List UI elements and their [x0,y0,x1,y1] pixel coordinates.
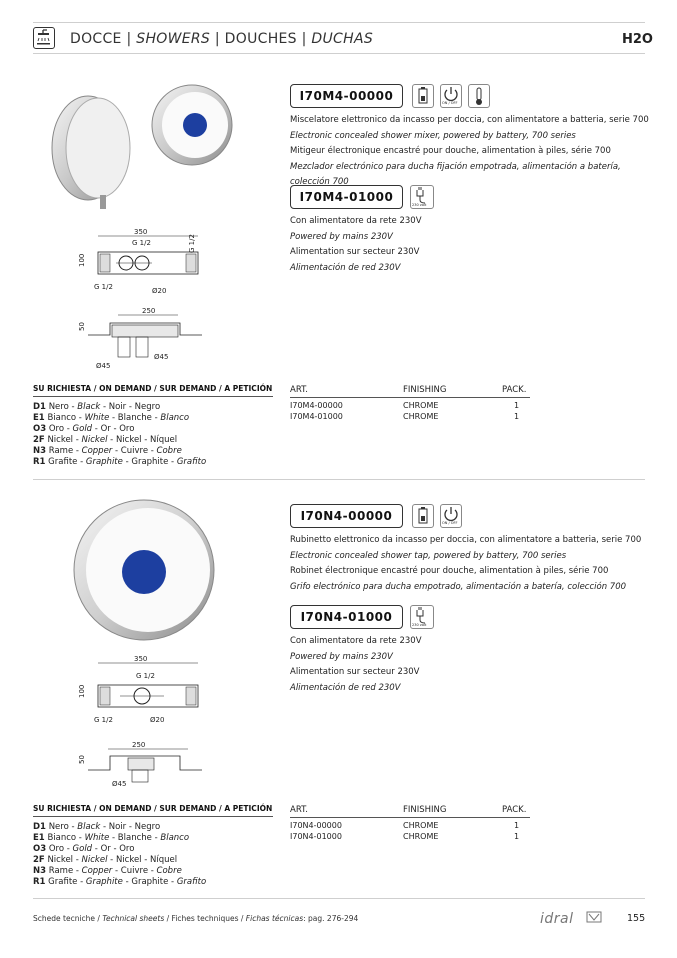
description-section1: Miscelatore elettronico da incasso per doccia, con alimentatore a batteria, serie 700 Electronic concealed shower mixer, powered by battery, 700 series Mitigeur électronique encastré pour douche, alimentation à piles, série 700 Mezclador electrónico para ducha fijación empotrada, alimentación a batería, colección 700 [290,115,649,187]
on-demand-rule-2 [33,816,273,817]
dim-g-top: G 1/2 [132,239,151,247]
finish-item: O3 Oro - Gold - Or - Oro [33,844,135,854]
dim-height-50: 50 [78,322,86,331]
power-button-icon: ON / OFF [440,504,462,528]
dim-g-bottom: G 1/2 [94,716,113,724]
dim-d45-a: Ø45 [96,362,111,370]
finish-item: N3 Rame - Copper - Cuivre - Cobre [33,866,182,876]
footer-divider [33,898,645,899]
product-code-alt-1: I70M4-01000 [290,185,403,209]
footer-sheets-reference: Schede tecniche / Technical sheets / Fiches techniques / Fichas técnicas: pag. 276-294 [33,914,359,923]
table-cell-finishing: CHROME [403,401,439,410]
col-header-pack-1: PACK. [502,385,527,395]
table-cell-pack: 1 [514,821,520,830]
shower-icon [33,27,55,49]
technical-drawing-section1 [70,225,210,375]
finish-item: D1 Nero - Black - Noir - Negro [33,822,161,832]
table-cell-finishing: CHROME [403,412,439,421]
col-header-art-1: ART. [290,385,308,395]
dim-width-350: 350 [134,228,148,236]
col-header-art-2: ART. [290,805,308,815]
product-image-section2 [60,492,240,642]
col-header-pack-2: PACK. [502,805,527,815]
dim-g-side: G 1/2 [188,234,196,253]
thermometer-icon [468,84,490,108]
technical-drawing-section2 [70,652,210,792]
dim-g-bottom: G 1/2 [94,283,113,291]
finish-item: 2F Nickel - Nickel - Nickel - Níquel [33,855,178,865]
page-title: DOCCE | SHOWERS | DOUCHES | DUCHAS [70,31,374,47]
finish-item: 2F Nickel - Nickel - Nickel - Níquel [33,435,178,445]
product-code-main-1: I70M4-00000 [290,84,403,108]
battery-icon [412,84,434,108]
col-header-finishing-1: FINISHING [403,385,447,395]
battery-icon [412,504,434,528]
dim-height-50: 50 [78,755,86,764]
table-cell-pack: 1 [514,412,520,421]
product-code-main-2: I70N4-00000 [290,504,403,528]
on-demand-heading-2: SU RICHIESTA / ON DEMAND / SUR DEMAND / A PETICIÓN [33,804,273,813]
dim-g-top: G 1/2 [136,672,155,680]
product-image-section1 [40,80,240,220]
col-header-finishing-2: FINISHING [403,805,447,815]
finish-item: E1 Bianco - White - Blanche - Blanco [33,413,190,423]
finish-list-1 [33,402,206,468]
dim-width-350: 350 [134,655,148,663]
dim-d20: Ø20 [150,716,165,724]
power-button-icon: ON / OFF [440,84,462,108]
dim-height-100: 100 [78,684,86,698]
product-code-alt-2: I70N4-01000 [290,605,403,629]
mains-plug-icon: 230 volt [410,605,434,629]
header-divider-top [33,22,645,23]
table-row: I70M4-00000 [290,401,343,410]
finish-list-2 [33,822,206,888]
table-rule-1 [290,397,530,398]
finish-item: E1 Bianco - White - Blanche - Blanco [33,833,190,843]
finish-item: N3 Rame - Copper - Cuivre - Cobre [33,446,182,456]
page-number: 155 [627,913,646,924]
table-rule-2 [290,817,530,818]
description-alt-section2: Con alimentatore da rete 230V Powered by mains 230V Alimentation sur secteur 230V Alimentación de red 230V [290,636,422,693]
finish-item: R1 Grafite - Graphite - Graphite - Grafito [33,457,207,467]
idral-logo: idral [540,908,606,926]
dim-width-250: 250 [132,741,146,749]
table-row: I70M4-01000 [290,412,343,421]
table-row: I70N4-01000 [290,832,342,841]
table-row: I70N4-00000 [290,821,342,830]
table-cell-pack: 1 [514,832,520,841]
dim-d20: Ø20 [152,287,167,295]
dim-width-250: 250 [142,307,156,315]
description-alt-section1: Con alimentatore da rete 230V Powered by mains 230V Alimentation sur secteur 230V Alimentación de red 230V [290,216,422,273]
on-demand-heading-1: SU RICHIESTA / ON DEMAND / SUR DEMAND / A PETICIÓN [33,384,273,393]
on-demand-rule-1 [33,396,273,397]
finish-item: R1 Grafite - Graphite - Graphite - Grafito [33,877,207,887]
brand-label: H2O [622,32,653,47]
dim-height-100: 100 [78,253,86,267]
dim-d45-b: Ø45 [154,353,169,361]
table-cell-pack: 1 [514,401,520,410]
mains-plug-icon: 230 volt [410,185,434,209]
header-divider-bottom [33,53,645,54]
description-section2: Rubinetto elettronico da incasso per doccia, con alimentatore a batteria, serie 700 Electronic concealed shower tap, powered by battery, 700 series Robinet électronique encastré pour douche, alimentation à piles, série 700 Grifo electrónico para ducha empotrado, alimentación a batería, colección 700 [290,535,642,592]
finish-item: D1 Nero - Black - Noir - Negro [33,402,161,412]
table-cell-finishing: CHROME [403,832,439,841]
finish-item: O3 Oro - Gold - Or - Oro [33,424,135,434]
dim-d45: Ø45 [112,780,127,788]
section-divider [33,479,645,480]
table-cell-finishing: CHROME [403,821,439,830]
